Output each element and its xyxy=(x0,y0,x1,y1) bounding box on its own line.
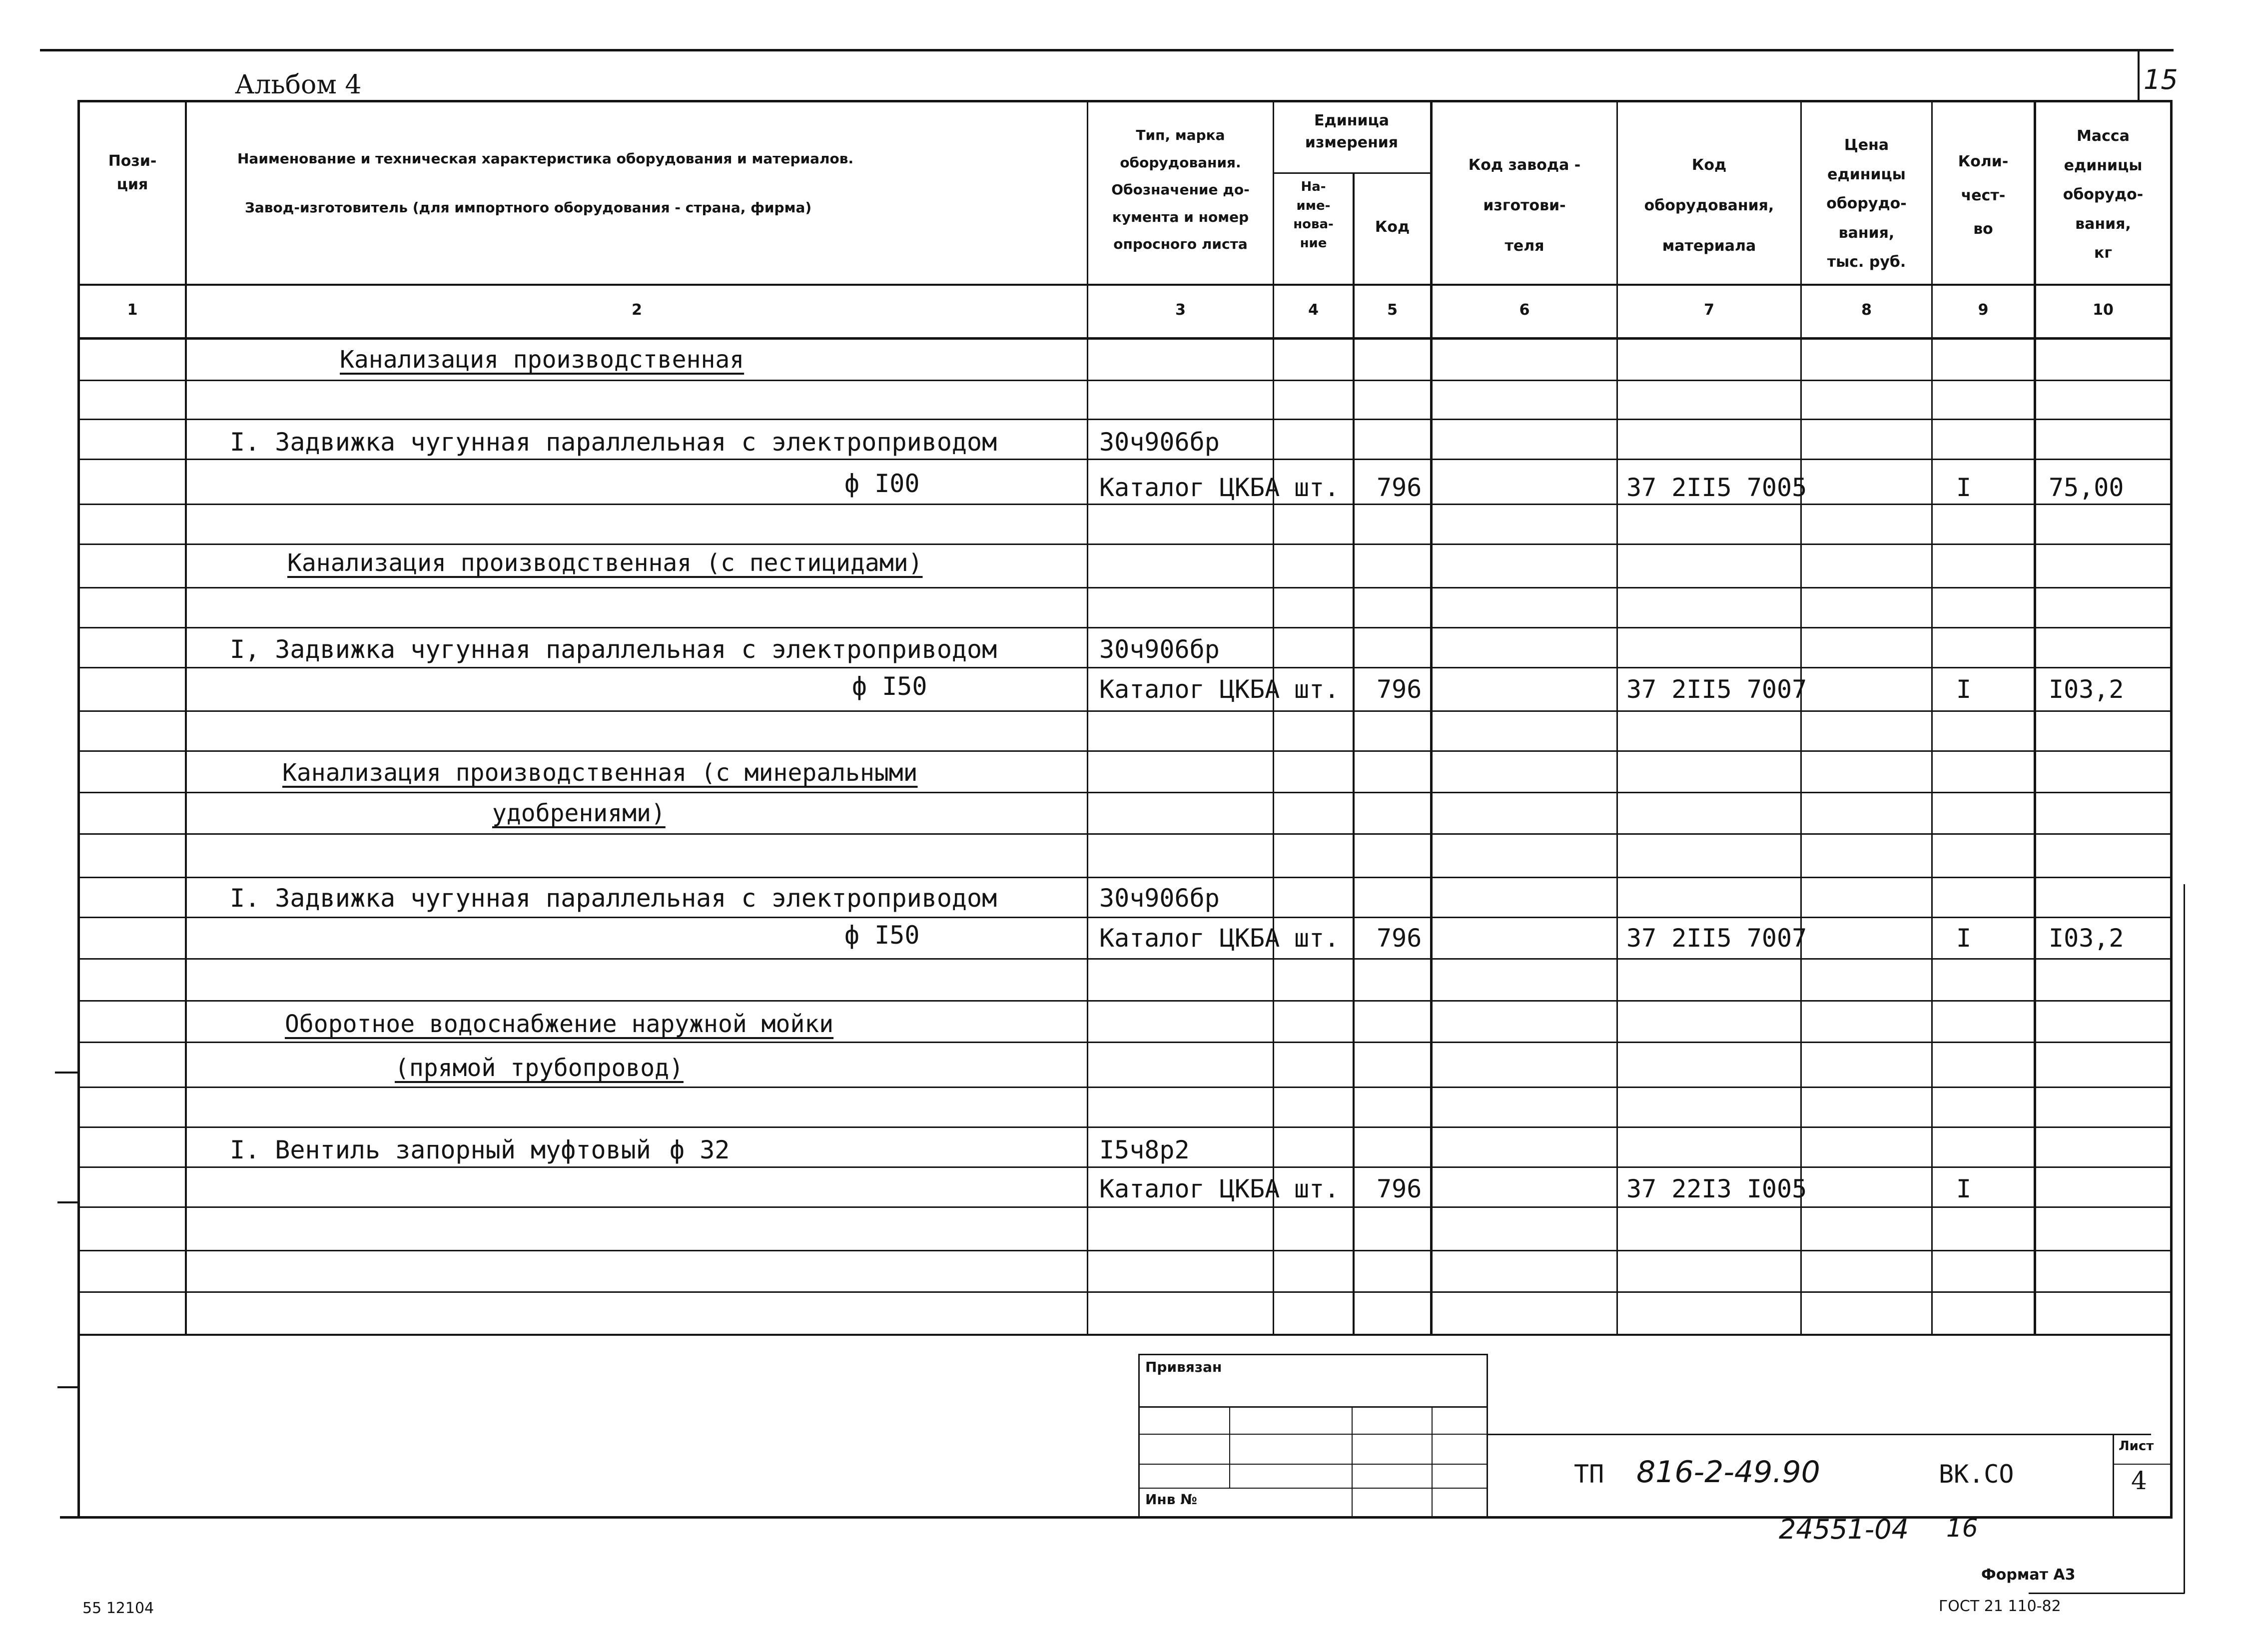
item-catalog: Каталог ЦКБА xyxy=(1099,473,1280,502)
col-number-7: 7 xyxy=(1704,301,1714,319)
item-mass: I03,2 xyxy=(2049,924,2124,953)
row-line xyxy=(77,1250,2172,1251)
album-title: Альбом 4 xyxy=(235,70,362,100)
row-line xyxy=(77,958,2172,960)
doc-prefix: ТП xyxy=(1574,1460,1604,1489)
item-type: 30ч906бр xyxy=(1099,884,1220,913)
col-number-5: 5 xyxy=(1387,301,1398,319)
header-position: Пози- ция xyxy=(108,152,157,193)
right-margin-line xyxy=(2184,884,2185,1594)
item-diameter: ф I50 xyxy=(852,672,927,701)
col-number-8: 8 xyxy=(1861,301,1872,319)
col-line-2 xyxy=(1087,100,1088,1335)
section-title-line1: Оборотное водоснабжение наружной мойки xyxy=(285,1010,834,1038)
margin-stub xyxy=(55,1072,77,1074)
item-unit-code: 796 xyxy=(1377,473,1422,502)
top-border-line xyxy=(40,49,2174,51)
header-bottom-line xyxy=(77,284,2172,286)
margin-stub xyxy=(57,1201,77,1203)
item-quantity: I xyxy=(1956,473,1972,502)
row-line xyxy=(77,833,2172,835)
row-line xyxy=(77,750,2172,752)
item-name: I. Задвижка чугунная параллельная с электроприводом xyxy=(230,428,997,457)
item-quantity: I xyxy=(1956,675,1972,704)
header-unit-name: На- име- нова- ние xyxy=(1293,179,1334,251)
item-unit: шт. xyxy=(1294,1174,1340,1203)
item-equipment-code: 37 2II5 7005 xyxy=(1626,473,1807,502)
row-line xyxy=(77,1126,2172,1128)
gost-label: ГОСТ 21 110-82 xyxy=(1939,1598,2061,1615)
item-equipment-code: 37 2II5 7007 xyxy=(1626,924,1807,953)
stamp-col-line xyxy=(1229,1406,1230,1489)
header-maker-code: Код завода - изготови- теля xyxy=(1468,156,1581,255)
item-equipment-code: 37 22I3 I005 xyxy=(1626,1174,1807,1203)
col-number-4: 4 xyxy=(1308,301,1319,319)
row-line xyxy=(77,1000,2172,1002)
col-number-10: 10 xyxy=(2093,301,2114,319)
header-name-line2: Завод-изготовитель (для импортного оборудования - страна, фирма) xyxy=(245,199,812,216)
stamp-row-line xyxy=(1138,1488,1488,1489)
inv-number-label: Инв № xyxy=(1145,1491,1197,1508)
item-catalog: Каталог ЦКБА xyxy=(1099,1174,1280,1203)
col-line-6 xyxy=(1616,100,1618,1335)
header-price: Цена единицы оборудо- вания, тыс. руб. xyxy=(1826,136,1907,271)
stamp-row-line xyxy=(1138,1434,1488,1435)
header-equipment-code: Код оборудования, материала xyxy=(1644,156,1774,255)
header-quantity: Коли- чест- во xyxy=(1958,153,2009,238)
row-line xyxy=(77,1206,2172,1208)
item-mass: I03,2 xyxy=(2049,675,2124,704)
row-line xyxy=(77,1166,2172,1168)
row-line xyxy=(77,917,2172,918)
margin-stub xyxy=(57,1386,77,1388)
page-number: 15 xyxy=(2144,64,2178,95)
sheet-box-left xyxy=(2113,1434,2114,1516)
item-unit-code: 796 xyxy=(1377,675,1422,704)
row-line xyxy=(77,504,2172,505)
col-line-9 xyxy=(2034,100,2036,1335)
row-line xyxy=(77,667,2172,668)
privyazan-label: Привязан xyxy=(1145,1359,1222,1375)
table-right-line xyxy=(2170,100,2173,1519)
format-box-line xyxy=(2029,1593,2185,1594)
row-line xyxy=(77,587,2172,588)
stamp-col-line xyxy=(1432,1406,1433,1516)
left-code: 55 12104 xyxy=(82,1600,154,1617)
item-equipment-code: 37 2II5 7007 xyxy=(1626,675,1807,704)
handwritten-page: 16 xyxy=(1946,1514,1978,1543)
stamp-left-line xyxy=(1138,1354,1140,1516)
item-type: 30ч906бр xyxy=(1099,635,1220,664)
header-mass: Масса единицы оборудо- вания, кг xyxy=(2063,127,2144,262)
item-catalog: Каталог ЦКБА xyxy=(1099,675,1280,704)
item-quantity: I xyxy=(1956,924,1972,953)
header-unit-code: Код xyxy=(1375,218,1410,236)
sheet-box-divider xyxy=(2113,1464,2170,1465)
sheet-number: 4 xyxy=(2131,1466,2147,1495)
section-title-line1: Канализация производственная (с минеральными xyxy=(282,759,918,787)
row-line xyxy=(77,459,2172,460)
col-line-5 xyxy=(1430,100,1433,1335)
item-type: I5ч8р2 xyxy=(1099,1135,1190,1164)
header-unit-group: Единица измерения xyxy=(1305,112,1399,151)
stamp-row-line xyxy=(1138,1464,1488,1465)
item-unit-code: 796 xyxy=(1377,1174,1422,1203)
col-line-3 xyxy=(1273,100,1274,1335)
row-line xyxy=(77,1087,2172,1088)
item-name: I. Задвижка чугунная параллельная с электроприводом xyxy=(230,884,997,913)
item-unit: шт. xyxy=(1294,473,1340,502)
column-numbers-bottom-line xyxy=(77,337,2172,340)
sheet-label: Лист xyxy=(2119,1439,2154,1454)
row-line xyxy=(77,792,2172,793)
col-line-4 xyxy=(1353,172,1355,1335)
row-line xyxy=(77,877,2172,878)
item-quantity: I xyxy=(1956,1174,1972,1203)
stamp-row-line xyxy=(1138,1406,1488,1408)
section-title: Канализация производственная (с пестицидами) xyxy=(287,549,923,577)
item-diameter: ф I50 xyxy=(844,921,920,950)
row-line xyxy=(77,544,2172,545)
section-title-line2: удобрениями) xyxy=(492,799,666,827)
col-number-1: 1 xyxy=(127,301,138,319)
item-unit: шт. xyxy=(1294,924,1340,953)
row-line xyxy=(77,1291,2172,1293)
row-line xyxy=(77,1042,2172,1043)
row-line xyxy=(77,419,2172,420)
stamp-title-line xyxy=(1487,1434,2151,1435)
section-title: Канализация производственная xyxy=(340,346,745,374)
doc-code: ВК.СО xyxy=(1939,1460,2014,1489)
stamp-top-line xyxy=(1138,1354,1488,1355)
item-diameter: ф I00 xyxy=(844,469,920,498)
page-number-divider xyxy=(2138,49,2140,101)
row-line xyxy=(77,380,2172,381)
col-line-7 xyxy=(1800,100,1802,1335)
col-number-9: 9 xyxy=(1978,301,1989,319)
header-name-line1: Наименование и техническая характеристика оборудования и материалов. xyxy=(237,150,854,167)
section-title-line2: (прямой трубопровод) xyxy=(395,1054,684,1082)
table-top-line xyxy=(77,100,2172,102)
item-unit-code: 796 xyxy=(1377,924,1422,953)
row-line xyxy=(77,710,2172,712)
doc-number: 816-2-49.90 xyxy=(1636,1455,1820,1490)
col-number-3: 3 xyxy=(1175,301,1186,319)
row-line xyxy=(77,627,2172,628)
col-number-6: 6 xyxy=(1519,301,1530,319)
stamp-col-line xyxy=(1352,1406,1353,1516)
col-number-2: 2 xyxy=(632,301,642,319)
item-unit: шт. xyxy=(1294,675,1340,704)
handwritten-code: 24551-04 xyxy=(1779,1514,1909,1545)
col-line-1 xyxy=(185,100,187,1335)
format-label: Формат А3 xyxy=(1981,1566,2076,1584)
item-name: I, Задвижка чугунная параллельная с электроприводом xyxy=(230,635,997,664)
col-line-8 xyxy=(1931,100,1933,1335)
body-bottom-line xyxy=(77,1334,2172,1336)
item-name: I. Вентиль запорный муфтовый xyxy=(230,1135,651,1164)
item-catalog: Каталог ЦКБА xyxy=(1099,924,1280,953)
item-diameter: ф 32 xyxy=(670,1135,730,1164)
item-type: 30ч906бр xyxy=(1099,428,1220,457)
unit-group-line xyxy=(1273,172,1430,174)
item-mass: 75,00 xyxy=(2049,473,2124,502)
header-type: Тип, марка оборудования. Обозначение до- кумента и номер опросного листа xyxy=(1111,127,1250,253)
